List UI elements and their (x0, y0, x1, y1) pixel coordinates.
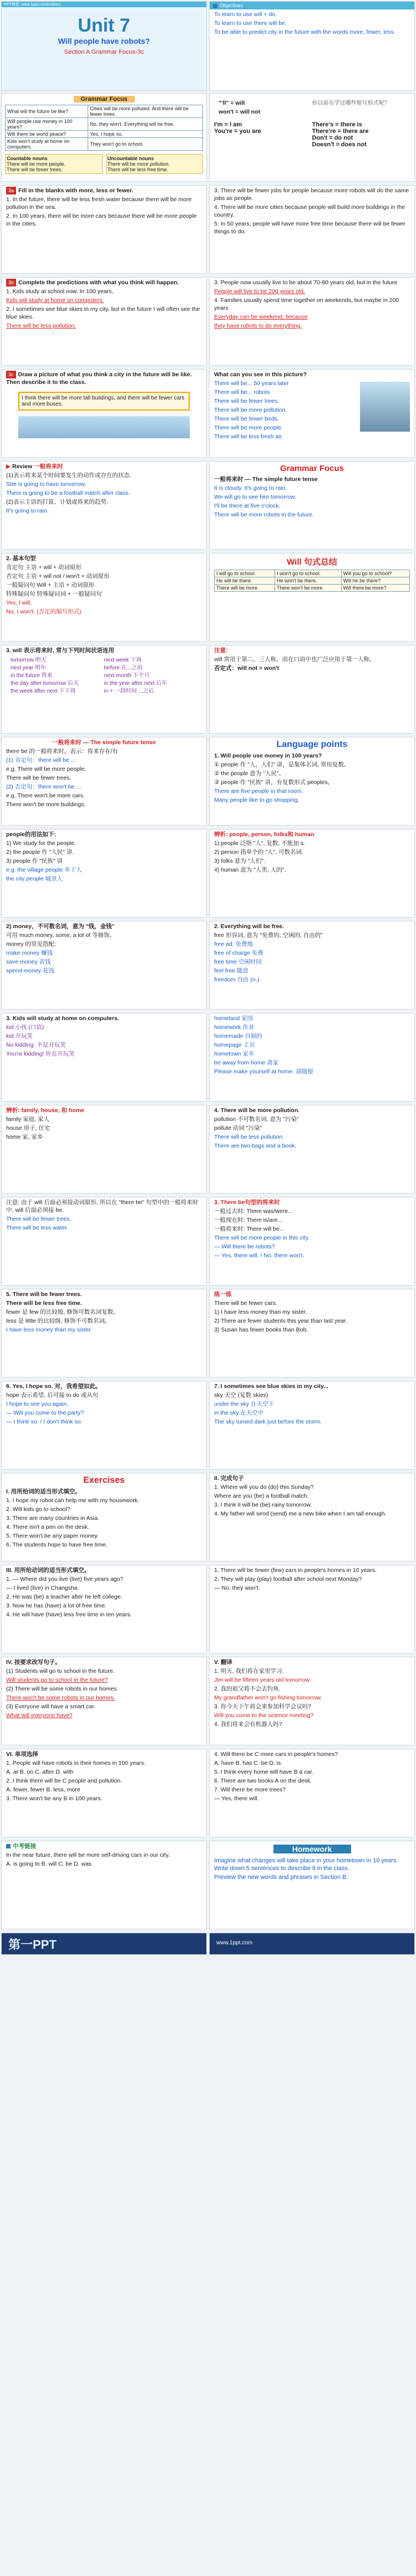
slide-people-person: 辨析: people, person, folks和 human 1) people 泛指 "人", 复数, 不能加 s. 2) person 指单个的 "人", 可数名词. 3) folks 意为 "人们". 4) human 意为 "人类, 人的". (209, 829, 415, 918)
slide-there-be-tense: 3. There be句型的将来时 一般过去时: There was/were... 一般现在时: There is/are... 一般将来时: There will be... There will be more people in this city. — Will there be robots? — Yes, there will. / No, there won't. (209, 1197, 415, 1286)
unit-title: Unit 7 (78, 15, 130, 36)
city-picture (18, 416, 190, 438)
slide-objectives (209, 1, 415, 91)
objective-item: To learn to use will + do. (214, 11, 277, 18)
tag-3a: 3a (6, 187, 16, 194)
square-icon (213, 4, 217, 8)
slide-money: 2) money，不可数名词，意为 "钱，金钱" 可用 much money, some, a lot of 等修饰。 money 的常见搭配: make money 赚钱 save money 省钱 spend money 花钱 (1, 921, 207, 1010)
slide-language-points: Language points 1. Will people use money in 100 years? ① people 作 "人，人们" 讲，是集体名词, 常用复数。 ② the people 意为 "人民"。 ③ people 作 "民族" 讲，有复数形式 peoples。 There are five people in that room. Many people like to go shopping. (209, 737, 415, 826)
slide-3a: 3a Fill in the blanks with more, less or fewer. 1. In the future, there will be less fresh water because there will be more pollution in the sea. 2. In 100 years, there will be more cars because there will be more people in the cities. (1, 185, 207, 274)
slide-grammar-table (1, 93, 207, 182)
slide-title-text: Grammar Focus (280, 464, 344, 473)
slide-exam-link: 中考链接 In the near future, there will be more self-driving cars in our city. A. is going to B. will C. be D. was (1, 1841, 207, 1929)
uncountable-box: Uncountable nouns There will be more pollution. There will be less free time. (106, 154, 204, 174)
footer-logo: 第一PPT (8, 1938, 57, 1952)
objective-item: To learn to use there will be. (214, 20, 287, 27)
will-table: I will go to school. I won't go to school. Will you go to school? He will be there. He won't be there. Will he be there? There will be more. There won't be more. Will there be more? (214, 570, 410, 592)
slide-rewrite: IV. 按要求改写句子。 (1) Students will go to school in the future. Will students go to school in the future? (2) There will be some robots in our homes. There won't be some robots in our homes. (3) Everyone will have a smart car. What will everyone have? (1, 1657, 207, 1745)
slide-verb-forms-cont: 1. There will be fewer (few) cars in people's homes in 10 years. 2. They will play (play) football after school next Monday? — No, they won't. (209, 1565, 415, 1653)
slide-multiple-choice: VI. 单项选择 1. People will have robots in their homes in 100 years. A. at B. on C. after D. with 2. I think there will be C people and pollution. A. fewer, fewer B. less, more 3. There won't be any B in 100 years. (1, 1749, 207, 1837)
slide-title (1, 1, 207, 91)
slide-3b: 3b Complete the predictions with what you think will happen. 1. Kids study at school now. In 100 years, Kids will study at home on computers. 2. I sometimes see blue skies in my city, but in the future I will often see the blue skies. There will be less pollution. (1, 277, 207, 366)
slide-exercises: Exercises I. 用所给词的适当形式填空。 1. I hope my robot can help me with my housework. 2. Will kids go to school? 3. There are many countries in Asia. 4. There isn't a pen on the desk. 5. There won't be any paper money. 6. The students hope to have free time. (1, 1473, 207, 1561)
slide-there-be-future: 一般将来时 — The simple future tense there be 的一般将来时，表示：将来存在/有 (1) 肯定句：there will be ... e.g. There will be more people. There will be fewer trees. (2) 否定句：there won't be ... e.g. There won't be more cars. There won't be more buildings. (1, 737, 207, 826)
slide-translate: V. 翻译 1. 明天, 我们将在家里学习. Jim will be fifteen years old tomorrow. 2. 我的祖父将不会去钓鱼. My grandfather won't go fishing tomorrow. 3. 你今天下午将会来参加科学会议吗? Will you come to the science meeting? 4. 我们将来会有机器人吗? (209, 1657, 415, 1745)
slide-hope: 6. Yes, I hope so. 对，我希望如此。 hope 表示希望, 后可接 to do 或从句 I hope to see you again. — Will you come to the party? — I think so. / I don't think so. (1, 1381, 207, 1469)
slide-3a-cont: 3. There will be fewer jobs for people because more robots will do the same jobs as people. 4. There will be more cities because people will build more buildings in the country. 5. In 50 years, people will have more free time because there will be fewer things to do. (209, 185, 415, 274)
slide-will-summary: Will 句式总结 I will go to school. I won't go to school. Will you go to school? He will be there. He won't be there. Will he be there? There will be more. There won't be more. Will there be more? (209, 553, 415, 642)
slide-3b-cont: 3. People now usually live to be about 70-80 years old, but in the future People will live to be 200 years old. 4. Families usually spend time together on weekends, but maybe in 200 years Everyday can be weekend, because they have robots to do everything. (209, 277, 415, 366)
objective-item: To be able to predict city in the future with the words more, fewer, less. (214, 29, 395, 35)
countable-box: Countable nouns There will be more people. There will be fewer trees. (5, 154, 103, 174)
slide-free: 2. Everything will be free. free 形容词, 意为 "免费的; 空闲的; 自由的" free ad. 免费地 free of charge 免费 free time 空闲时间 feel free 随意 freedom 自由 (n.) (209, 921, 415, 1010)
slide-sky: 7. I sometimes see blue skies in my city... sky 天空 (复数 skies) under the sky 在天空下 in the sky 在天空中 The sky turned dark just before the storm. (209, 1381, 415, 1469)
slide-practice: 练一练 There will be fewer cars. 1) I have less money than my sister. 2) There are fewer students this year than last year. 3) Susan has fewer books than Bob. (209, 1289, 415, 1377)
slide-verb-forms: III. 用所给动词的适当形式填空。 1. — Where did you live (live) five years ago? — I lived (live) in Changsha. 2. He was (be) a teacher after he left college. 3. Now he has (have) a lot of free time. 4. He will have (have) less free time in ten years. (1, 1565, 207, 1653)
future-city-image (360, 382, 410, 432)
slide-header: Objectives (210, 2, 414, 9)
slide-3c: 3c Draw a picture of what you think a city in the future will be like. Then describe it to the class. I think there will be more tall buildings, and there will be fewer cars and more buses. (1, 369, 207, 458)
slide-fewer-less: 5. There will be fewer trees. There will be less free time. fewer 是 few 的比较级, 修饰可数名词复数。 less 是 little 的比较级, 修饰不可数名词。 I have less money than my sister. (1, 1289, 207, 1377)
slide-contractions: "'ll" = will won't = will not 你以前在学过哪些缩写形式呢？ I'm = I am There's = there is You're = you are There're = there are Don't = do not Doesn't = does not (209, 93, 415, 182)
slide-grammar-focus: Grammar Focus 一般将来时 — The simple future tense It is cloudy. It's going to rain. We will go to see him tomorrow. I'll be there at five o'clock. There will be more robots in the future. (209, 461, 415, 550)
slide-note: 注意: will 常用于第二、三人称，而在口语中也广泛应用于第一人称。 否定式：will not = won't (209, 645, 415, 734)
slide-sentence-patterns: 2. 基本句型 肯定句 主语 + will + 动词原形 否定句 主语 + will not / won't + 动词原形 一般疑问句 Will + 主语 + 动词原形 特殊疑问句 特殊疑问词 + 一般疑问句 Yes, I will. No, I won't. (否定的缩写形式) (1, 553, 207, 642)
slide-pollution: 4. There will be more pollution. pollution 不可数名词, 意为 "污染" pollute 动词 "污染" There will be less pollution. There are two bags and a book. (209, 1105, 415, 1194)
unit-subtitle: Will people have robots? (58, 37, 150, 45)
tag-3c: 3c (6, 371, 16, 378)
note: 你以前在学过哪些缩写形式呢？ (312, 100, 390, 106)
speech-box: I think there will be more tall buildings, and there will be fewer cars and more buses. (18, 392, 190, 411)
slide-home-words: homeland 家园 homework 作业 homemade 自制的 homepage 主页 hometown 家乡 be away from home 离家 Please make yourself at home. 请随便 (209, 1013, 415, 1102)
slide-multiple-choice-cont: 4. Will there be C more cars in people's homes? A. have B. has C. be D. is 5. I think every home will have B a car. 6. There are two books A on the desk. 7. Will there be more trees? — Yes, there will. (209, 1749, 415, 1837)
square-icon (6, 1844, 11, 1848)
tag-3b: 3b (6, 279, 16, 286)
footer-info (209, 1933, 415, 1955)
slide-picture: What can you see in this picture? There will be... 50 years later There will be... robots There will be fewer trees. There will be more pollution. There will be fewer birds. There will be more people. There will be less fresh air. (209, 369, 415, 458)
slide-family-house-home: 辨析: family, house, 和 home family 家庭, 家人 house 房子, 住宅 home 家, 家乡 (1, 1105, 207, 1194)
slide-homework: Homework Imagine what changes will take place in your hometown in 10 years. Write down 5 sentences to describe it in the class. Preview the new words and phrases in Section B. (209, 1841, 415, 1929)
section-label: Section A Grammar Focus-3c (64, 49, 144, 55)
box-title: Grammar Focus (74, 96, 135, 103)
footer-slide (1, 1933, 207, 1955)
slide-there-be-note: 注意: 由于 will 后面必须接动词原形, 所以在 "there be" 句型中的一般将来时中, will 后面必须接 be. There will be fewer trees. There will be less water. (1, 1197, 207, 1286)
slide-review: ▶ Review 一般将来时 (1)表示将来某个时间要发生的动作或存在的状态. She is going to have tomorrow. There is going to be a football match after class. (2)表示主语的打算、计划或将来的趋势. It's going to rain. (1, 461, 207, 550)
slide-kids: 3. Kids will study at home on computers. kid 小孩 (口语) kid 开玩笑 No kidding. 不是开玩笑 You're kidding! 你在开玩笑 (1, 1013, 207, 1102)
footer-url: www.1ppt.com (216, 1940, 253, 1946)
slide-complete-sentences: II. 完成句子 1. Where will you do (do) this Sunday? Where are you (be) a football match. 3. I think it will be (be) rainy tomorrow. 4. My father will send (send) me a new bike when I am tall enough. (209, 1473, 415, 1561)
slide-people-usage: people的用法如下: 1) We study for the people. 2) the people 作 "人民" 讲. 3) people 作 "民族" 讲 e.g. the village people 乡下人 the city people 城里人 (1, 829, 207, 918)
grammar-table: What will the future be like? Cities will be more polluted. And there will be fewer trees. Will people use money in 100 years? No, they won't. Everything will be free. Will there be world peace? Yes, I hope so. Kids won't study at home on computers. They won't go to school. (5, 105, 203, 151)
homework-title: Homework (273, 1845, 351, 1853)
site-label: PPT模板: www.1ppt.com/moban/ (2, 2, 206, 7)
slide-time-adverbials: 3. will 表示将来时, 常与下列时间状语连用 tomorrow 明天 next week 下周 next year 明年 before 在...之前 in the future 将来 next month 下个月 the day after tomorrow 后天 in the year after next 后年 the week after next 下下周 in + 一段时间 ...之后 (1, 645, 207, 734)
